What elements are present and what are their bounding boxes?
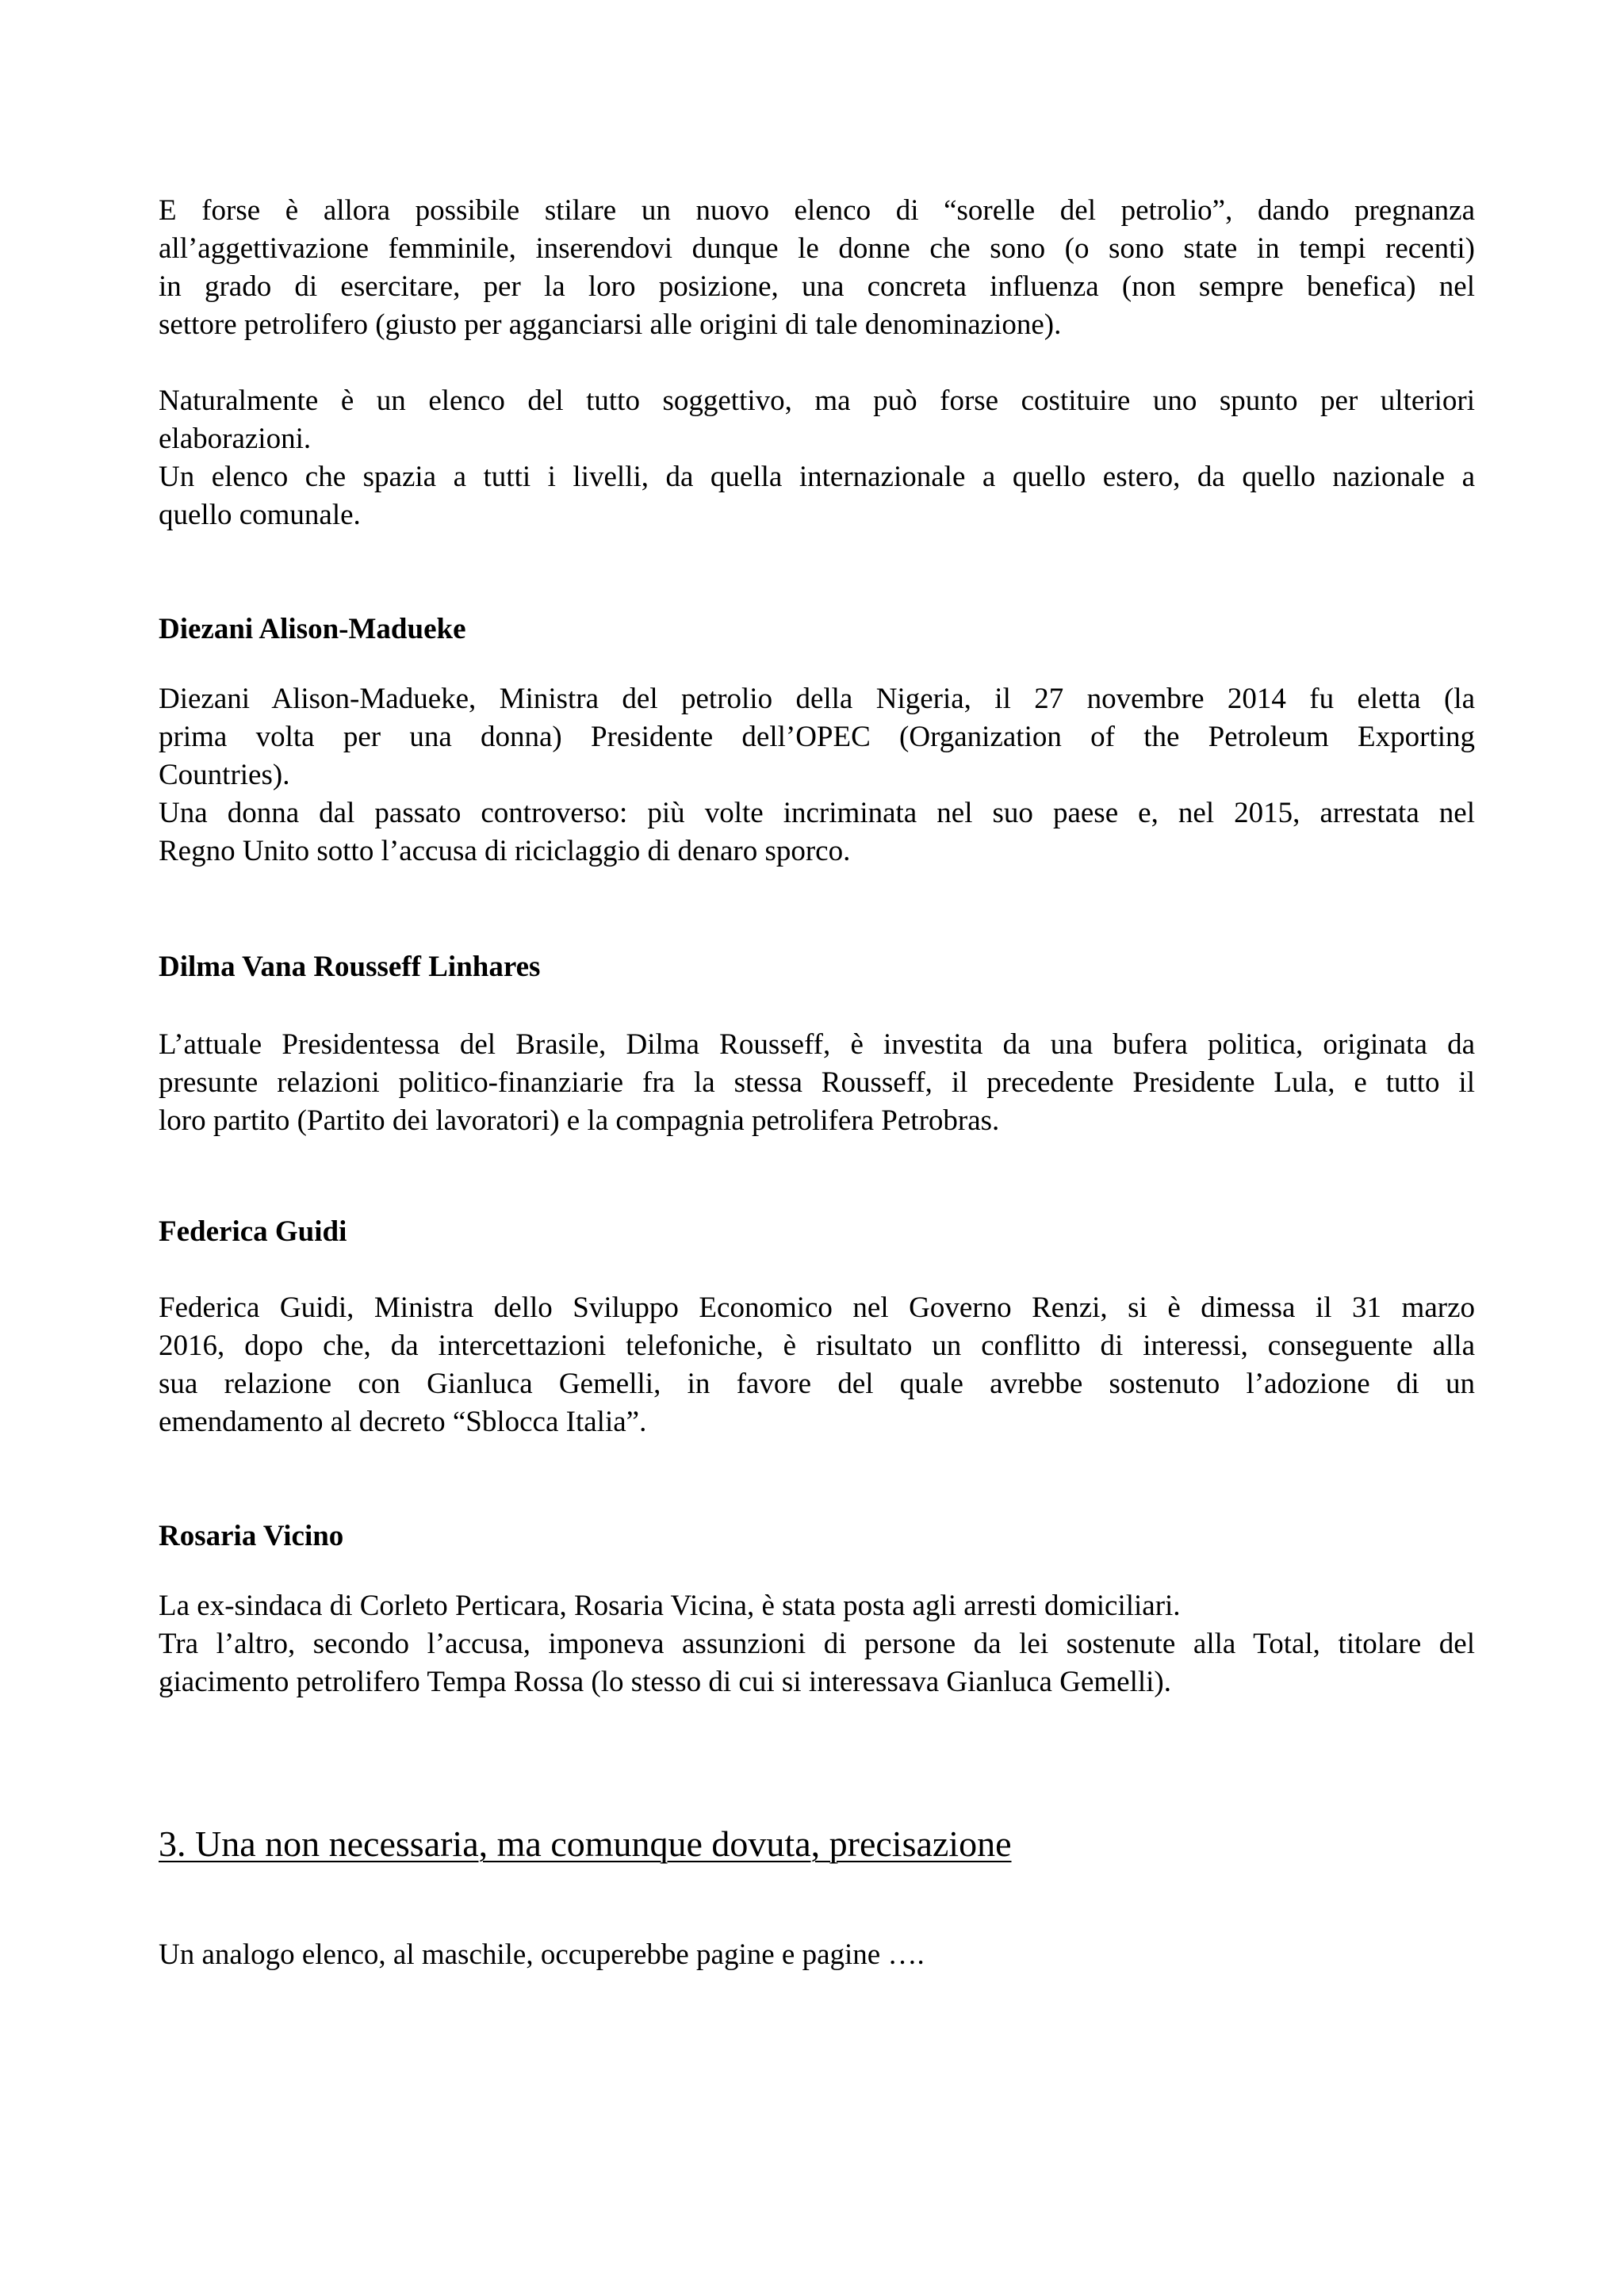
text-line: E forse è allora possibile stilare un nuovo elenco di “sorelle del petrolio”, dando pregnanza	[159, 194, 1475, 227]
text-line: giacimento petrolifero Tempa Rossa (lo stesso di cui si interessava Gianluca Gemelli).	[159, 1666, 1171, 1698]
text-line: L’attuale Presidentessa del Brasile, Dilma Rousseff, è investita da una bufera politica, originata da	[159, 1028, 1475, 1061]
entry-heading: Rosaria Vicino	[159, 1520, 344, 1552]
text-line: Un analogo elenco, al maschile, occuperebbe pagine e pagine ….	[159, 1938, 925, 1971]
text-line: settore petrolifero (giusto per agganciarsi alle origini di tale denominazione).	[159, 308, 1062, 341]
text-line: quello comunale.	[159, 499, 361, 531]
text-line: in grado di esercitare, per la loro posizione, una concreta influenza (non sempre benefica) nel	[159, 270, 1475, 303]
intro-paragraph-1	[159, 192, 1475, 344]
text-line: Countries).	[159, 759, 290, 791]
intro-paragraph-2	[159, 382, 1475, 534]
text-line: elaborazioni.	[159, 423, 312, 455]
text-line: sua relazione con Gianluca Gemelli, in favore del quale avrebbe sostenuto l’adozione di un	[159, 1368, 1475, 1400]
text-line: Regno Unito sotto l’accusa di riciclaggio di denaro sporco.	[159, 835, 851, 867]
text-line: presunte relazioni politico-finanziarie fra la stessa Rousseff, il precedente Presidente Lula, e tutto il	[159, 1066, 1475, 1099]
entry-paragraph	[159, 1587, 1475, 1701]
entry-heading: Federica Guidi	[159, 1215, 347, 1248]
text-line: Federica Guidi, Ministra dello Sviluppo Economico nel Governo Renzi, si è dimessa il 31 marzo	[159, 1292, 1475, 1324]
section-3-paragraph	[159, 1936, 1475, 1974]
entry-paragraph	[159, 1289, 1475, 1441]
section-title: 3. Una non necessaria, ma comunque dovuta, precisazione	[159, 1823, 1012, 1864]
entry-heading: Diezani Alison-Madueke	[159, 613, 466, 645]
text-line: 2016, dopo che, da intercettazioni telefoniche, è risultato un conflitto di interessi, conseguente alla	[159, 1330, 1475, 1362]
text-line: Tra l’altro, secondo l’accusa, imponeva assunzioni di persone da lei sostenute alla Total, titolare del	[159, 1628, 1475, 1660]
entry-paragraph	[159, 1026, 1475, 1140]
text-line: Naturalmente è un elenco del tutto soggettivo, ma può forse costituire uno spunto per ulteriori	[159, 385, 1475, 417]
text-line: emendamento al decreto “Sblocca Italia”.	[159, 1406, 647, 1438]
text-line: Diezani Alison-Madueke, Ministra del petrolio della Nigeria, il 27 novembre 2014 fu eletta (la	[159, 683, 1475, 715]
entry-heading: Dilma Vana Rousseff Linhares	[159, 951, 541, 983]
text-line: La ex-sindaca di Corleto Perticara, Rosaria Vicina, è stata posta agli arresti domiciliari.	[159, 1590, 1181, 1622]
text-line: all’aggettivazione femminile, inserendovi dunque le donne che sono (o sono state in tempi recenti)	[159, 232, 1475, 265]
text-line: loro partito (Partito dei lavoratori) e la compagnia petrolifera Petrobras.	[159, 1104, 1000, 1137]
text-line: prima volta per una donna) Presidente dell’OPEC (Organization of the Petroleum Exporting	[159, 721, 1475, 753]
text-line: Un elenco che spazia a tutti i livelli, da quella internazionale a quello estero, da quello nazionale a	[159, 461, 1475, 493]
document-page	[159, 0, 1475, 2296]
entry-paragraph	[159, 680, 1475, 871]
text-line: Una donna dal passato controverso: più volte incriminata nel suo paese e, nel 2015, arrestata nel	[159, 797, 1475, 829]
